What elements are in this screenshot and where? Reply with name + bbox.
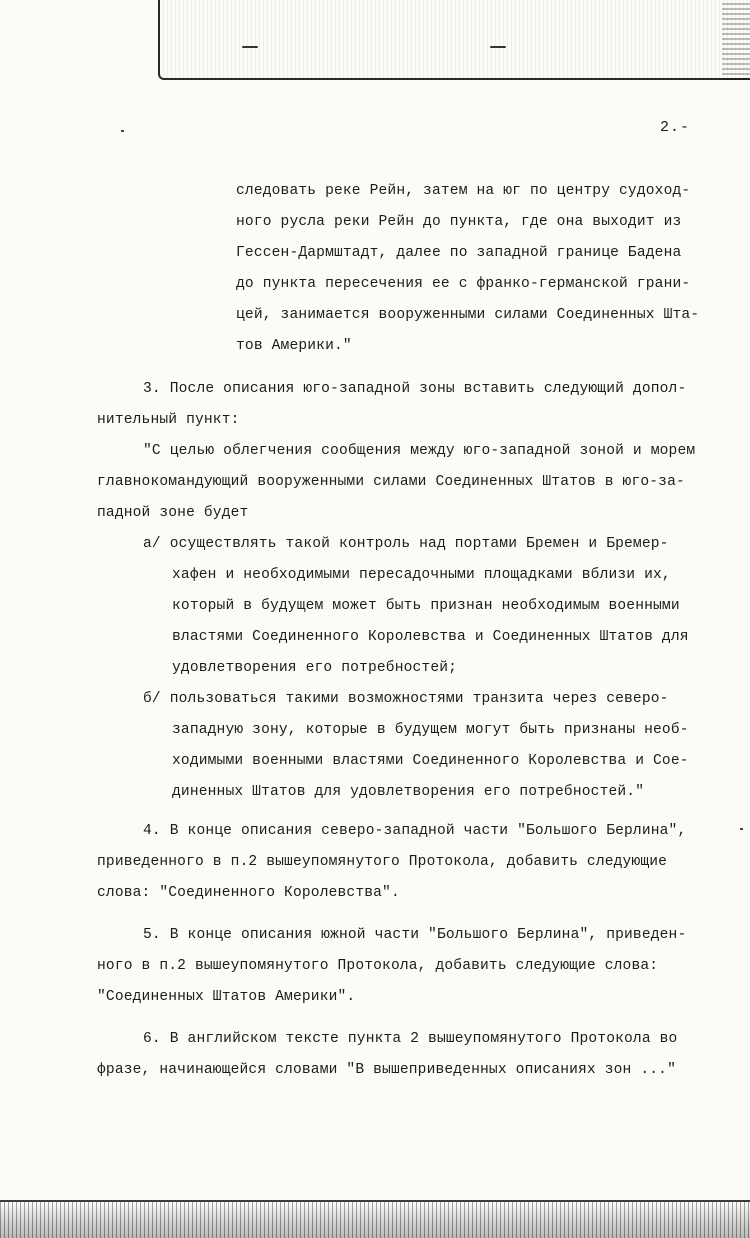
scan-mark <box>121 130 124 132</box>
text-line: 5. В конце описания южной части "Большого Берлина", приведен- <box>143 927 687 943</box>
text-line: а/ осуществлять такой контроль над портами Бремен и Бремер- <box>143 536 669 552</box>
text-line: слова: "Соединенного Королевства". <box>97 885 400 901</box>
text-line: который в будущем может быть признан необходимым военными <box>172 598 680 614</box>
text-line: "Соединенных Штатов Америки". <box>97 989 356 1005</box>
text-line: ного в п.2 вышеупомянутого Протокола, добавить следующие слова: <box>97 958 659 974</box>
text-line: 6. В английском тексте пункта 2 вышеупомянутого Протокола во <box>143 1031 678 1047</box>
text-line: Гессен-Дармштадт, далее по западной границе Бадена <box>236 245 682 261</box>
text-line: западную зону, которые в будущем могут быть признаны необ- <box>172 722 689 738</box>
text-line: диненных Штатов для удовлетворения его потребностей." <box>172 784 645 800</box>
text-line: хафен и необходимыми пересадочными площадками вблизи их, <box>172 567 671 583</box>
text-line: властями Соединенного Королевства и Соединенных Штатов для <box>172 629 689 645</box>
text-line: следовать реке Рейн, затем на юг по центру судоход- <box>236 183 691 199</box>
text-line: падной зоне будет <box>97 505 249 521</box>
text-line: 4. В конце описания северо-западной части "Большого Берлина", <box>143 823 687 839</box>
text-line: главнокомандующий вооруженными силами Соединенных Штатов в юго-за- <box>97 474 685 490</box>
scan-mark <box>242 46 258 48</box>
text-line: тов Америки." <box>236 338 352 354</box>
scan-top-edge <box>158 0 750 80</box>
text-line: ходимыми военными властями Соединенного Королевства и Сое- <box>172 753 689 769</box>
text-line: фразе, начинающейся словами "В вышеприведенных описаниях зон ..." <box>97 1062 676 1078</box>
text-line: удовлетворения его потребностей; <box>172 660 458 676</box>
text-line: ного русла реки Рейн до пункта, где она выходит из <box>236 214 682 230</box>
page-number: 2.- <box>660 119 691 136</box>
text-line: "С целью облегчения сообщения между юго-западной зоной и морем <box>143 443 696 459</box>
scan-mark <box>740 828 743 830</box>
text-line: 3. После описания юго-западной зоны вставить следующий допол- <box>143 381 687 397</box>
text-line: нительный пункт: <box>97 412 240 428</box>
scan-noise <box>722 0 750 80</box>
scan-bottom-edge <box>0 1200 750 1238</box>
text-line: б/ пользоваться такими возможностями транзита через северо- <box>143 691 669 707</box>
text-line: приведенного в п.2 вышеупомянутого Протокола, добавить следующие <box>97 854 668 870</box>
scan-mark <box>490 46 506 48</box>
text-line: до пункта пересечения ее с франко-германской грани- <box>236 276 691 292</box>
text-line: цей, занимается вооруженными силами Соединенных Шта- <box>236 307 700 323</box>
